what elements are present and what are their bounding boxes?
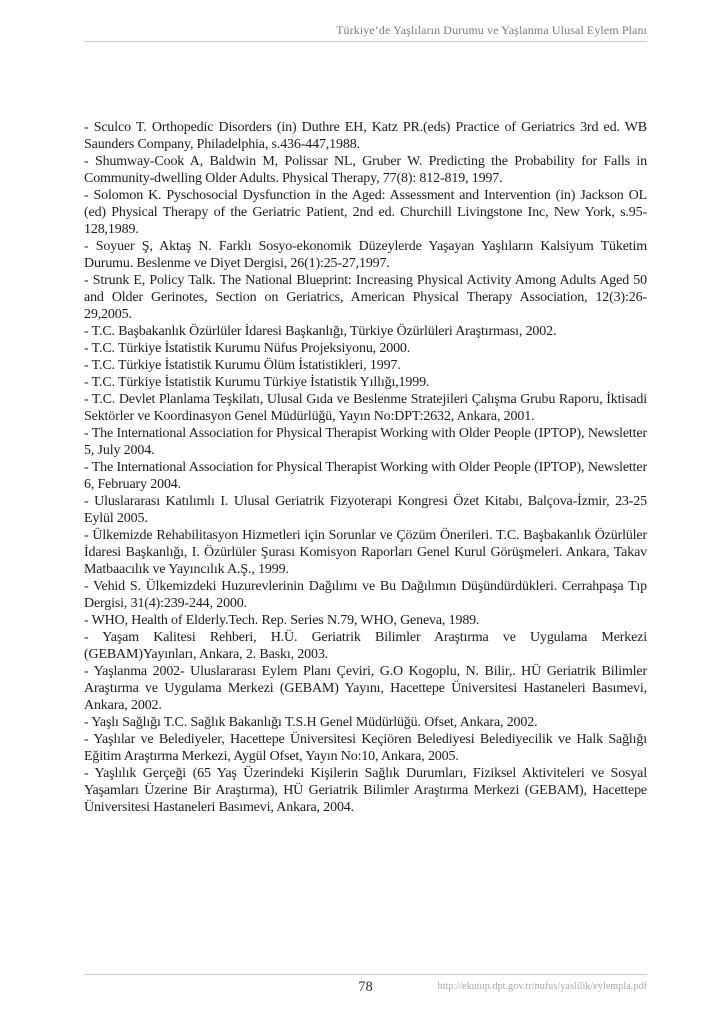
running-header-title: Türkiye’de Yaşlıların Durumu ve Yaşlanma Ulusal Eylem Planı	[336, 23, 647, 37]
reference-entry: - Yaşlı Sağlığı T.C. Sağlık Bakanlığı T.S.H Genel Müdürlüğü. Ofset, Ankara, 2002.	[84, 715, 538, 730]
reference-entry: - T.C. Türkiye İstatistik Kurumu Türkiye İstatistik Yıllığı,1999.	[84, 375, 430, 390]
reference-entry: - Sculco T. Orthopedic Disorders (in) Duthre EH, Katz PR.(eds) Practice of Geriatrics 3rd ed. WB Saunders Company, Philadelphia, s.436-447,1988.	[84, 120, 647, 152]
reference-entry: - Yaşam Kalitesi Rehberi, H.Ü. Geriatrik Bilimler Araştırma ve Uygulama Merkezi (GEBAM)Yayınları, Ankara, 2. Baskı, 2003.	[84, 630, 647, 662]
reference-entry: - Yaşlılar ve Belediyeler, Hacettepe Üniversitesi Keçiören Belediyesi Belediyecilik ve Halk Sağlığı Eğitim Araştırma Merkezi, Aygül Ofset, Yayın No:10, Ankara, 2005.	[84, 732, 647, 764]
footer-row	[84, 975, 647, 1001]
reference-entry: - Solomon K. Pyschosocial Dysfunction in the Aged: Assessment and Intervention (in) Jackson OL (ed) Physical Therapy of the Geriatric Patient, 2nd ed. Churchill Livingstone Inc, New York, s.95-128,1989.	[84, 188, 647, 237]
reference-entry: - Uluslararası Katılımlı I. Ulusal Geriatrik Fizyoterapi Kongresi Özet Kitabı, Balçova-İzmir, 23-25 Eylül 2005.	[84, 494, 647, 526]
reference-entry: - Soyuer Ş, Aktaş N. Farklı Sosyo-ekonomik Düzeylerde Yaşayan Yaşlıların Kalsiyum Tüketim Durumu. Beslenme ve Diyet Dergisi, 26(1):25-27,1997.	[84, 239, 647, 271]
reference-entry: - Yaşlılık Gerçeği (65 Yaş Üzerindeki Kişilerin Sağlık Durumları, Fiziksel Aktiviteleri ve Sosyal Yaşamları Üzerine Bir Araştırma), HÜ Geriatrik Bilimler Araştırma Merkezi (GEBAM), Hacettepe Üniversitesi Hastaneleri Basımevi, Ankara, 2004.	[84, 766, 647, 815]
reference-entry: - T.C. Başbakanlık Özürlüler İdaresi Başkanlığı, Türkiye Özürlüleri Araştırması, 2002.	[84, 324, 557, 339]
reference-entry: - WHO, Health of Elderly.Tech. Rep. Series N.79, WHO, Geneva, 1989.	[84, 613, 480, 628]
page-number: 78	[358, 979, 373, 995]
reference-entry: - The International Association for Physical Therapist Working with Older People (IPTOP), Newsletter 5, July 2004.	[84, 426, 647, 458]
references-list	[84, 119, 647, 816]
reference-entry: - Strunk E, Policy Talk. The National Blueprint: Increasing Physical Activity Among Adults Aged 50 and Older Gerinotes, Section on Geriatrics, American Physical Therapy Association, 12(3):26-29,2005.	[84, 273, 647, 322]
reference-entry: - Yaşlanma 2002- Uluslararası Eylem Planı Çeviri, G.O Kogoplu, N. Bilir,. HÜ Geriatrik Bilimler Araştırma ve Uygulama Merkezi (GEBAM) Yayını, Hacettepe Üniversitesi Hastaneleri Basımevi, Ankara, 2002.	[84, 664, 647, 713]
reference-entry: - Ülkemizde Rehabilitasyon Hizmetleri için Sorunlar ve Çözüm Önerileri. T.C. Başbakanlık Özürlüler İdaresi Başkanlığı, I. Özürlüler Şurası Komisyon Raporları Genel Kurul Görüşmeleri. Ankara, Takav Matbaacılık ve Yayıncılık A.Ş., 1999.	[84, 528, 647, 577]
page-footer	[84, 974, 647, 1001]
page-header	[84, 0, 647, 42]
footer-url[interactable]: http://ekutup.dpt.gov.tr/nufus/yaslilik/eylempla.pdf	[437, 981, 647, 992]
reference-entry: - T.C. Türkiye İstatistik Kurumu Nüfus Projeksiyonu, 2000.	[84, 341, 411, 356]
reference-entry: - The International Association for Physical Therapist Working with Older People (IPTOP), Newsletter 6, February 2004.	[84, 460, 647, 492]
reference-entry: - Shumway-Cook A, Baldwin M, Polissar NL, Gruber W. Predicting the Probability for Falls in Community-dwelling Older Adults. Physical Therapy, 77(8): 812-819, 1997.	[84, 154, 647, 186]
reference-entry: - T.C. Türkiye İstatistik Kurumu Ölüm İstatistikleri, 1997.	[84, 358, 401, 373]
reference-entry: - Vehid S. Ülkemizdeki Huzurevlerinin Dağılımı ve Bu Dağılımın Düşündürdükleri. Cerrahpaşa Tıp Dergisi, 31(4):239-244, 2000.	[84, 579, 647, 611]
reference-entry: - T.C. Devlet Planlama Teşkilatı, Ulusal Gıda ve Beslenme Stratejileri Çalışma Grubu Raporu, İktisadi Sektörler ve Koordinasyon Genel Müdürlüğü, Yayın No:DPT:2632, Ankara, 2001.	[84, 392, 647, 424]
header-rule	[84, 41, 647, 42]
